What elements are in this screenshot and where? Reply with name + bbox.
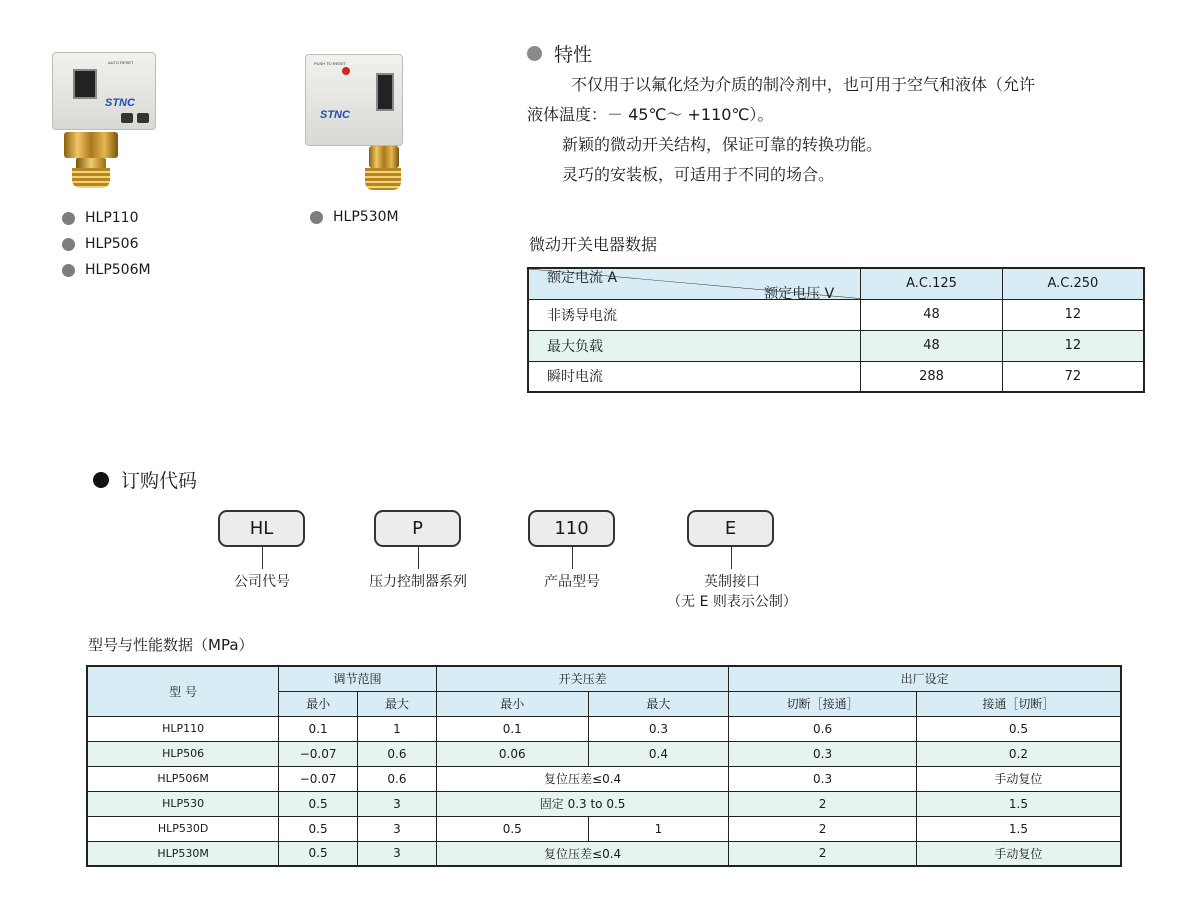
voltage-125: A.C.125 <box>861 268 1003 299</box>
scale-window <box>376 73 394 111</box>
electrical-table <box>527 267 1145 393</box>
bullet-icon <box>62 212 75 225</box>
voltage-250: A.C.250 <box>1002 268 1144 299</box>
model-list-left <box>62 205 151 283</box>
header-cut-off: 切断［接通］ <box>729 691 917 716</box>
code-box-company: HL <box>218 510 305 547</box>
connector-line <box>418 547 419 569</box>
models-table <box>86 665 1122 867</box>
code-label-model: 产品型号 <box>544 574 600 590</box>
table-row: HLP110 0.1 1 0.1 0.3 0.6 0.5 <box>87 716 1121 741</box>
connector-line <box>262 547 263 569</box>
flare-fitting <box>365 168 401 190</box>
table-row: HLP530M 0.5 3 复位压差≤0.4 2 手动复位 <box>87 841 1121 866</box>
code-label-company: 公司代号 <box>234 574 290 590</box>
ordering-title: 订购代码 <box>93 466 197 493</box>
models-title: 型号与性能数据（MPa） <box>88 636 254 654</box>
list-item: HLP506M <box>62 257 151 283</box>
code-note-interface: （无 E 则表示公制） <box>667 594 797 610</box>
model-list-right <box>310 204 399 230</box>
table-row: 非诱导电流 48 12 <box>528 299 1144 330</box>
current-header: 额定电流 A <box>547 269 618 286</box>
code-box-interface: E <box>687 510 774 547</box>
header-diff: 开关压差 <box>436 666 728 691</box>
product-photo-hlp110 <box>50 50 160 190</box>
product-photo-hlp530m <box>303 50 408 195</box>
switch-housing <box>305 54 403 146</box>
window-label: AUTO RESET <box>108 60 134 65</box>
scale-window <box>73 69 97 99</box>
table-row: HLP506M −0.07 0.6 复位压差≤0.4 0.3 手动复位 <box>87 766 1121 791</box>
list-item: HLP110 <box>62 205 151 231</box>
feature-line: 新颖的微动开关结构，保证可靠的转换功能。 <box>562 135 883 154</box>
bullet-icon <box>93 472 109 488</box>
header-range-min: 最小 <box>279 691 358 716</box>
electrical-title: 微动开关电器数据 <box>529 235 658 254</box>
code-box-series: P <box>374 510 461 547</box>
table-row: HLP530 0.5 3 固定 0.3 to 0.5 2 1.5 <box>87 791 1121 816</box>
terminal-knob <box>137 113 149 123</box>
brass-connector <box>64 132 118 158</box>
features-section <box>527 38 1167 190</box>
list-item: HLP506 <box>62 231 151 257</box>
table-row: HLP530D 0.5 3 0.5 1 2 1.5 <box>87 816 1121 841</box>
bullet-icon <box>310 211 323 224</box>
list-item: HLP530M <box>310 204 399 230</box>
reset-button <box>342 67 350 75</box>
bullet-icon <box>62 264 75 277</box>
header-factory: 出厂设定 <box>729 666 1121 691</box>
header-range-max: 最大 <box>358 691 437 716</box>
bullet-icon <box>527 46 542 61</box>
connector-line <box>572 547 573 569</box>
switch-housing <box>52 52 156 130</box>
connector-line <box>731 547 732 569</box>
header-diff-min: 最小 <box>436 691 588 716</box>
features-title: 特性 <box>527 38 1167 68</box>
flare-fitting <box>72 168 110 188</box>
terminal-knob <box>121 113 133 123</box>
feature-line: 液体温度：－ 45℃～ +110℃）。 <box>527 105 774 124</box>
header-range: 调节范围 <box>279 666 437 691</box>
feature-line: 灵巧的安装板，可适用于不同的场合。 <box>562 165 835 184</box>
header-cut-in: 接通［切断］ <box>916 691 1121 716</box>
bullet-icon <box>62 238 75 251</box>
table-row: HLP506 −0.07 0.6 0.06 0.4 0.3 0.2 <box>87 741 1121 766</box>
table-row: 最大负载 48 12 <box>528 330 1144 361</box>
code-box-model: 110 <box>528 510 615 547</box>
voltage-header: 额定电压 V <box>764 286 835 302</box>
window-label: PUSH TO RESET <box>314 61 347 66</box>
brand-logo: STNC <box>105 97 135 109</box>
feature-line: 不仅用于以氟化烃为介质的制冷剂中，也可用于空气和液体（允许 <box>571 75 1036 94</box>
code-label-interface: 英制接口 <box>704 574 760 590</box>
diagonal-header <box>528 268 861 302</box>
code-label-series: 压力控制器系列 <box>369 574 467 590</box>
header-diff-max: 最大 <box>588 691 729 716</box>
table-row: 瞬时电流 288 72 <box>528 361 1144 392</box>
brand-logo: STNC <box>320 109 350 121</box>
brass-connector <box>369 146 399 168</box>
header-model: 型 号 <box>87 666 279 716</box>
